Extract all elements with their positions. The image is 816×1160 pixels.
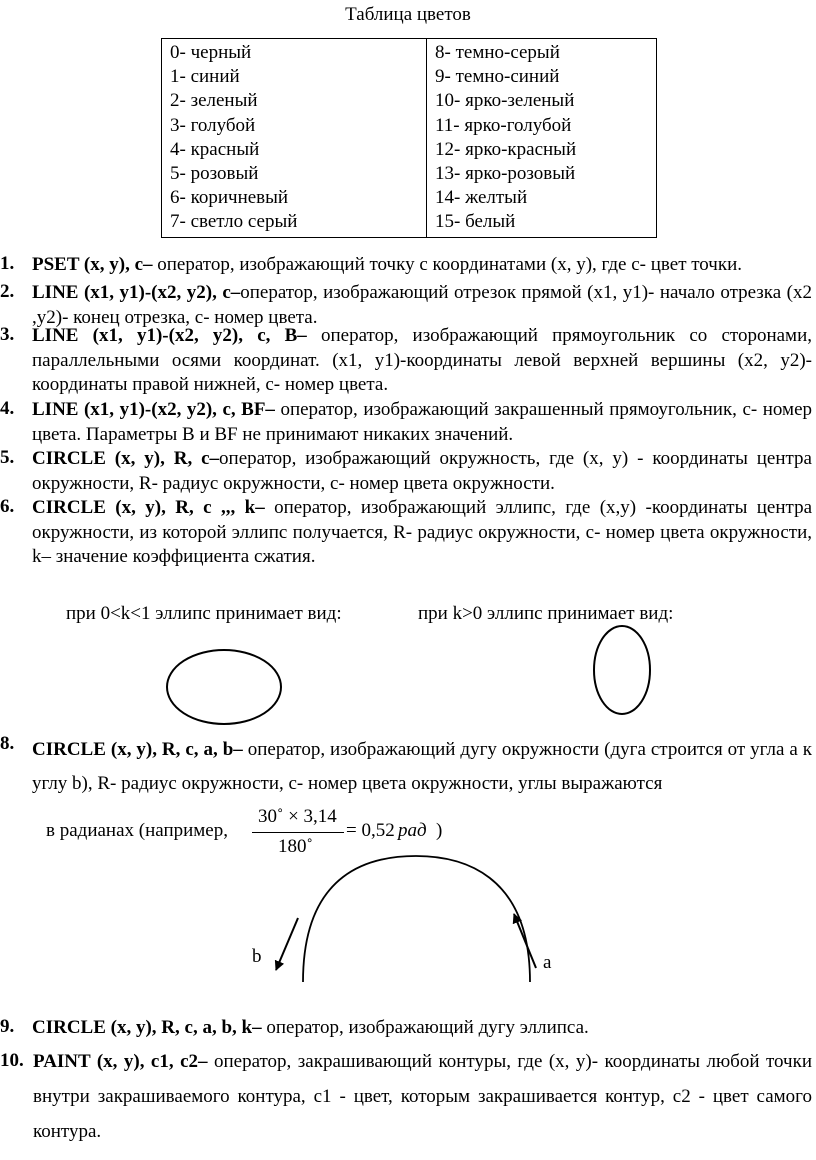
arrow-b-icon xyxy=(276,918,298,970)
item-number: 6. xyxy=(0,496,15,517)
color-entry: 15- белый xyxy=(435,211,516,233)
item-description: оператор, изображающий дугу эллипса. xyxy=(261,1017,589,1038)
color-entry: 6- коричневый xyxy=(170,187,289,209)
item-number: 4. xyxy=(0,398,15,419)
item-description: оператор, изображающий точку с координатами (x, y), где c- цвет точки. xyxy=(152,254,743,275)
ellipse-caption-left: при 0<k<1 эллипс принимает вид: xyxy=(66,603,342,624)
color-entry: 2- зеленый xyxy=(170,90,258,112)
item-description: оператор, изображающий закрашенный прямоугольник, с- номер цвета. Параметры B и BF не принимают никаких значений. xyxy=(32,399,813,445)
item-description: оператор, изображающий окружность, где (x, y) - координаты центра окружности, R- радиус окружности, с- номер цвета окружности. xyxy=(32,448,812,494)
item-description: оператор, изображающий дугу окружности (дуга строится от угла a к углу b), R- радиус окружности, с- номер цвета окружности, углы выражаются xyxy=(32,739,813,794)
color-entry: 5- розовый xyxy=(170,163,259,185)
horizontal-ellipse xyxy=(167,650,281,724)
item-command: CIRCLE (x, y), R, c, a, b, k– xyxy=(32,1017,262,1038)
color-entry: 7- светло серый xyxy=(170,211,298,233)
item-command: CIRCLE (x, y), R, c– xyxy=(32,448,220,469)
vertical-ellipse xyxy=(594,626,650,714)
item-description: оператор, изображающий эллипс, где (x,y) -координаты центра окружности, из которой эллипс получается, R- радиус окружности, с- номер цвета окружности, k– значение коэффициента сжатия. xyxy=(32,497,812,567)
item-number: 8. xyxy=(0,733,15,754)
formula-numerator: 30˚ × 3,14 xyxy=(258,806,337,827)
item-number: 9. xyxy=(0,1016,15,1037)
item-description: оператор, закрашивающий контуры, где (x, y)- координаты любой точки внутри закрашиваемого контура, c1 - цвет, которым закрашивается контур, c2 - цвет самого контура. xyxy=(33,1051,812,1142)
arc-path xyxy=(303,856,530,982)
color-entry: 3- голубой xyxy=(170,114,256,136)
item-command: PSET (x, y), c– xyxy=(32,254,153,275)
arrow-a-icon xyxy=(514,914,536,968)
color-entry: 10- ярко-зеленый xyxy=(435,90,575,112)
color-entry: 9- темно-синий xyxy=(435,66,560,88)
item-number: 3. xyxy=(0,324,15,345)
arc-label-a: a xyxy=(543,952,552,973)
color-entry: 1- синий xyxy=(170,66,240,88)
item-number: 10. xyxy=(0,1050,24,1071)
item-command: CIRCLE (x, y), R, c ,,, k– xyxy=(32,497,265,518)
color-entry: 13- ярко-розовый xyxy=(435,163,576,185)
item-command: PAINT (x, y), c1, c2– xyxy=(33,1051,208,1072)
item-number: 1. xyxy=(0,253,15,274)
item-command: LINE (x1, y1)-(x2, y2), c, BF– xyxy=(32,399,275,420)
formula-unit: рад xyxy=(398,820,427,841)
page-title: Таблица цветов xyxy=(345,4,471,25)
ellipse-caption-right: при k>0 эллипс принимает вид: xyxy=(418,603,674,624)
formula-prefix: в радианах (например, xyxy=(46,820,228,841)
formula-suffix: ) xyxy=(436,820,443,841)
color-entry: 8- темно-серый xyxy=(435,42,560,63)
item-command: LINE (x1, y1)-(x2, y2), c– xyxy=(32,282,241,303)
item-number: 5. xyxy=(0,447,15,468)
color-entry: 11- ярко-голубой xyxy=(435,114,572,136)
item-description: оператор, изображающий отрезок прямой (x1, y1)- начало отрезка (x2 ,y2)- конец отрезка, с- номер цвета. xyxy=(32,282,812,328)
item-command: CIRCLE (x, y), R, c, a, b– xyxy=(32,739,243,760)
formula-denominator: 180˚ xyxy=(278,836,313,857)
item-command: LINE (x1, y1)-(x2, y2), c, B– xyxy=(32,325,307,346)
color-entry: 14- желтый xyxy=(435,187,528,209)
item-number: 2. xyxy=(0,281,15,302)
arc-label-b: b xyxy=(252,946,262,967)
formula-result: = 0,52 xyxy=(346,820,395,841)
item-description: оператор, изображающий прямоугольник со сторонами, параллельными осями координат. (x1, y1)-координаты левой верхней вершины (x2, y2)-координаты правой нижней, с- номер цвета. xyxy=(32,325,812,395)
color-entry: 12- ярко-красный xyxy=(435,138,577,160)
color-entry: 0- черный xyxy=(170,42,252,63)
color-entry: 4- красный xyxy=(170,138,260,160)
